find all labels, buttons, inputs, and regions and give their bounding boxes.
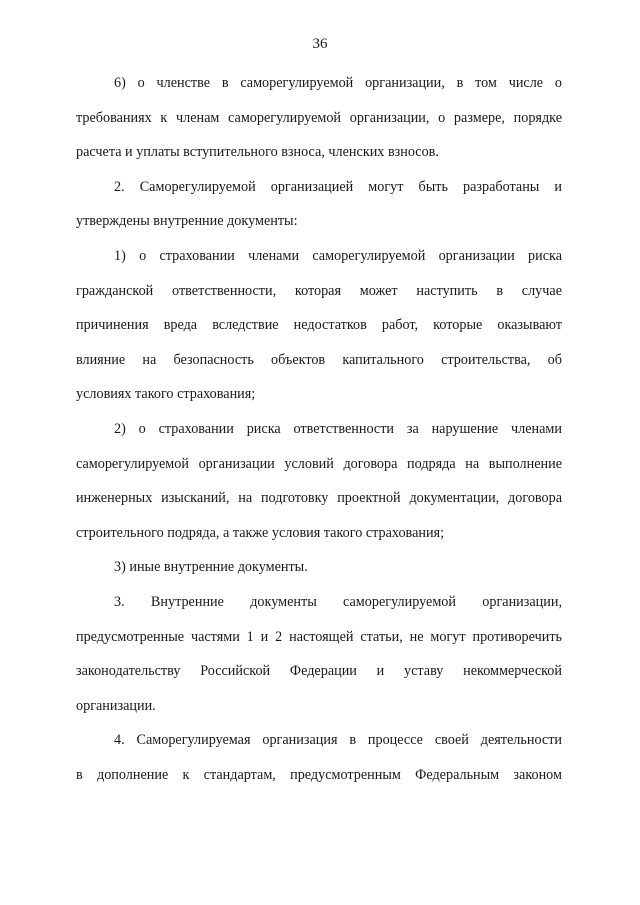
paragraph-2-contract-risk-insurance — [76, 412, 562, 550]
paragraph-4-activity — [76, 723, 562, 792]
text-line: 1) о страховании членами саморегулируемой организации риска — [114, 247, 562, 264]
text-line: 6) о членстве в саморегулируемой организации, в том числе о — [114, 75, 562, 91]
document-body — [76, 66, 562, 792]
paragraph-3-other-docs — [76, 550, 562, 585]
paragraph-6-membership — [76, 66, 562, 170]
text-line: причинения вреда вследствие недостатков работ, которые оказывают — [76, 317, 562, 334]
text-line: гражданской ответственности, которая может наступить в случае — [76, 282, 562, 299]
text-line: инженерных изысканий, на подготовку проектной документации, договора — [76, 490, 562, 507]
text-line: законодательству Российской Федерации и уставу некоммерческой — [76, 663, 562, 680]
text-line: 4. Саморегулируемая организация в процессе своей деятельности — [114, 732, 562, 749]
text-line: влияние на безопасность объектов капитального строительства, об — [76, 351, 562, 368]
text-line: предусмотренные частями 1 и 2 настоящей статьи, не могут противоречить — [76, 628, 562, 645]
text-line: 3) иные внутренние документы. — [114, 559, 308, 576]
text-line: условиях такого страхования; — [76, 386, 256, 403]
page-number: 36 — [312, 36, 328, 52]
paragraph-1-liability-insurance — [76, 239, 562, 412]
text-line: 2. Саморегулируемой организацией могут быть разработаны и — [114, 178, 562, 195]
text-line: расчета и уплаты вступительного взноса, членских взносов. — [76, 144, 439, 161]
text-line: в дополнение к стандартам, предусмотренным Федеральным законом — [76, 766, 562, 783]
text-line: организации. — [76, 697, 156, 714]
text-line: требованиях к членам саморегулируемой организации, о размере, порядке — [76, 109, 562, 126]
text-line: строительного подряда, а также условия такого страхования; — [76, 524, 445, 541]
text-line: 3. Внутренние документы саморегулируемой организации, — [114, 593, 562, 610]
paragraph-3-compliance — [76, 585, 562, 723]
paragraph-2-internal-docs — [76, 170, 562, 239]
text-line: утверждены внутренние документы: — [76, 213, 298, 230]
text-line: саморегулируемой организации условий договора подряда на выполнение — [76, 455, 562, 472]
text-line: 2) о страховании риска ответственности за нарушение членами — [114, 420, 562, 437]
